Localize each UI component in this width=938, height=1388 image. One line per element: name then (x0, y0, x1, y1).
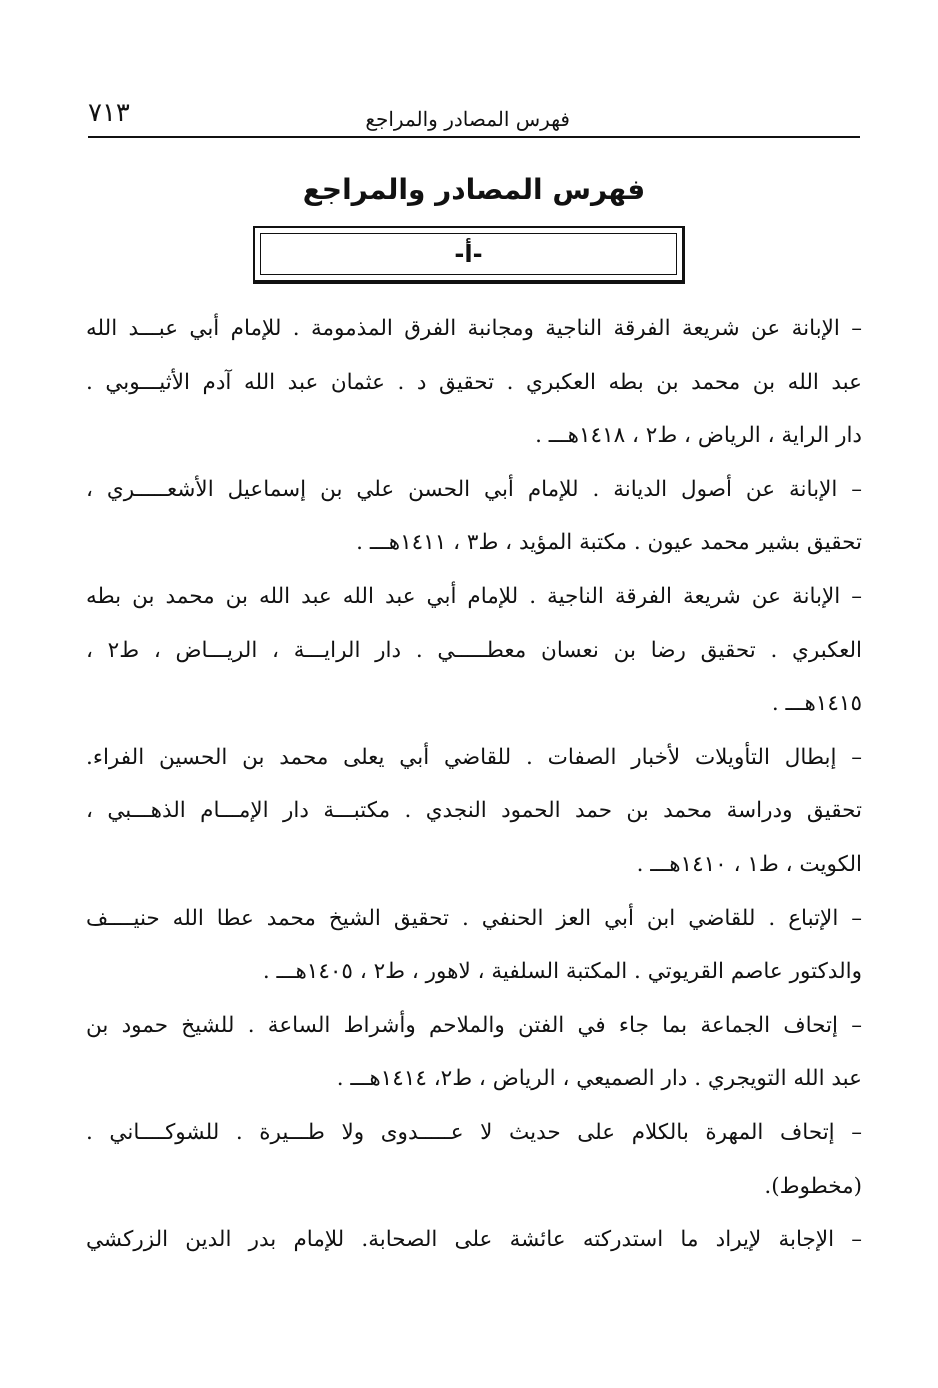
running-title: فهرس المصادر والمراجع (365, 107, 570, 131)
page-title: فهرس المصادر والمراجع (302, 173, 646, 206)
reference-line: تحقيق بشير محمد عيون . مكتبة المؤيد ، ط٣ ، ١٤١١هـــ . (356, 530, 862, 556)
reference-line: عبد الله التويجري . دار الصميعي ، الرياض ، ط٢، ١٤١٤هـــ . (336, 1066, 862, 1092)
page-number: ٧١٣ (88, 98, 130, 128)
reference-line: (مخطوط). (764, 1173, 862, 1199)
reference-line: – الإبانة عن شريعة الفرقة الناجية . للإمام أبي عبد الله عبد الله بن محمد بن بطه (86, 583, 862, 609)
reference-line: تحقيق ودراسة محمد بن حمد الحمود النجدي . مكتبـــة دار الإمـــام الذهـــبي ، (86, 798, 862, 824)
reference-line: – إتحاف الجماعة بما جاء في الفتن والملاحم وأشراط الساعة . للشيخ حمود بن (86, 1012, 862, 1038)
reference-line: ١٤١٥هـــ . (771, 691, 862, 717)
reference-line: دار الراية ، الرياض ، ط٢ ، ١٤١٨هـــ . (535, 423, 862, 449)
reference-line: – الإجابة لإيراد ما استدركته عائشة على الصحابة. للإمام بدر الدين الزركشي (86, 1227, 862, 1253)
reference-line: – الإبانة عن أصول الديانة . للإمام أبي الحسن علي بن إسماعيل الأشعـــــري ، (86, 476, 862, 502)
reference-line: – إبطال التأويلات لأخبار الصفات . للقاضي أبي يعلى محمد بن الحسين الفراء. (86, 744, 862, 770)
reference-line: العكبري . تحقيق رضا بن نعسان معطـــــي . دار الرايـــة ، الريـــاض ، ط٢ ، (86, 637, 862, 663)
section-letter: -أ- (260, 233, 677, 275)
reference-line: – الإتباع . للقاضي ابن أبي العز الحنفي . تحقيق الشيخ محمد عطا الله حنيــــف (86, 905, 862, 931)
reference-line: – إتحاف المهرة بالكلام على حديث لا عـــــدوى ولا طـــيرة . للشوكــــاني . (86, 1119, 862, 1145)
references-list (86, 302, 862, 1267)
reference-line: الكويت ، ط١ ، ١٤١٠هـــ . (636, 851, 862, 877)
reference-line: – الإبانة عن شريعة الفرقة الناجية ومجانبة الفرق المذمومة . للإمام أبي عبـــد الله (86, 316, 862, 341)
reference-line: عبد الله بن محمد بن بطه العكبري . تحقيق د . عثمان عبد الله آدم الأثيـــوبي . (86, 369, 862, 395)
section-letter-box (253, 226, 685, 284)
reference-line: والدكتور عاصم القريوتي . المكتبة السلفية ، لاهور ، ط٢ ، ١٤٠٥هـــ . (262, 959, 862, 985)
running-header (88, 92, 860, 138)
